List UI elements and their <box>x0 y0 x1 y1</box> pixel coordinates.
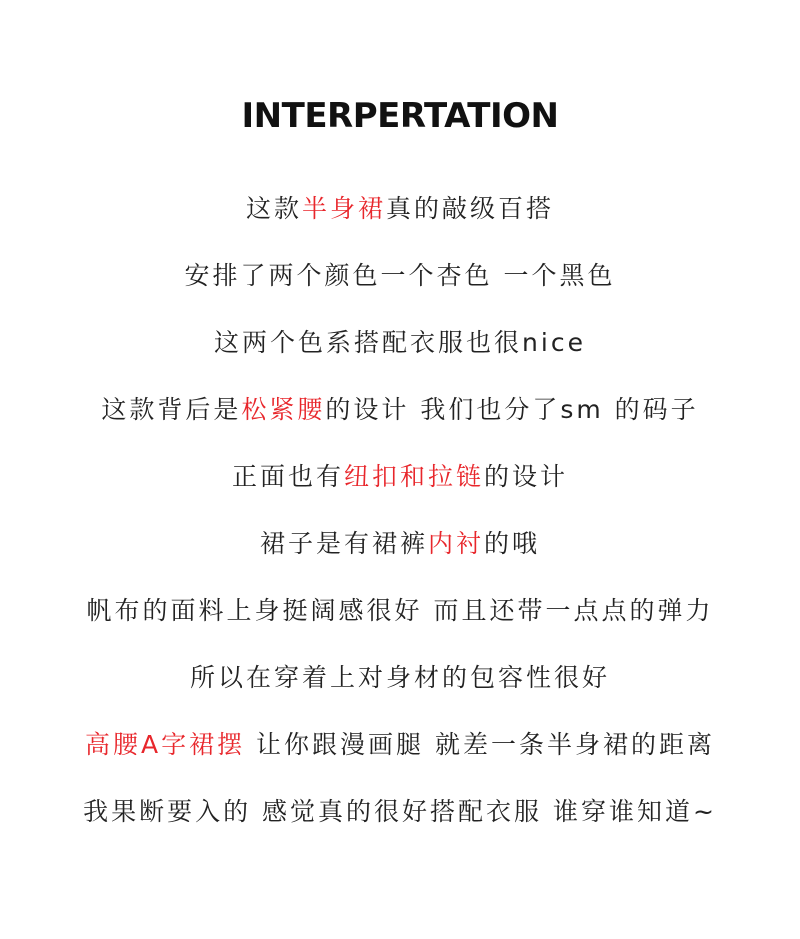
text-segment: 正面也有 <box>231 462 344 491</box>
text-line <box>0 189 800 256</box>
highlight-text: 半身裙 <box>301 194 386 223</box>
text-line <box>0 390 800 457</box>
highlight-text: 松紧腰 <box>241 395 326 424</box>
text-segment: 所以在穿着上对身材的包容性很好 <box>189 663 610 692</box>
text-line <box>0 591 800 658</box>
text-segment: 让你跟漫画腿 就差一条半身裙的距离 <box>245 730 715 759</box>
text-segment: 裙子是有裙裤 <box>259 529 428 558</box>
page-title: INTERPERTATION <box>241 96 559 136</box>
text-segment: 我果断要入的 感觉真的很好搭配衣服 谁穿谁知道~ <box>83 797 717 826</box>
text-segment: 这款 <box>245 194 302 223</box>
highlight-text: 内衬 <box>427 529 484 558</box>
text-line <box>0 323 800 390</box>
text-segment: 这两个色系搭配衣服也很nice <box>214 328 586 357</box>
highlight-text: 高腰A字裙摆 <box>84 730 246 759</box>
text-segment: 的哦 <box>484 529 541 558</box>
text-line <box>0 457 800 524</box>
text-segment: 帆布的面料上身挺阔感很好 而且还带一点点的弹力 <box>86 596 714 625</box>
text-segment: 的设计 我们也分了sm 的码子 <box>325 395 699 424</box>
text-segment: 安排了两个颜色一个杏色 一个黑色 <box>184 261 616 290</box>
highlight-text: 纽扣和拉链 <box>343 462 484 491</box>
description-text <box>0 189 800 859</box>
text-segment: 的设计 <box>484 462 569 491</box>
text-line <box>0 792 800 859</box>
text-segment: 这款背后是 <box>101 395 242 424</box>
text-line <box>0 524 800 591</box>
text-line <box>0 256 800 323</box>
text-line <box>0 725 800 792</box>
text-line <box>0 658 800 725</box>
text-segment: 真的敲级百搭 <box>386 194 555 223</box>
